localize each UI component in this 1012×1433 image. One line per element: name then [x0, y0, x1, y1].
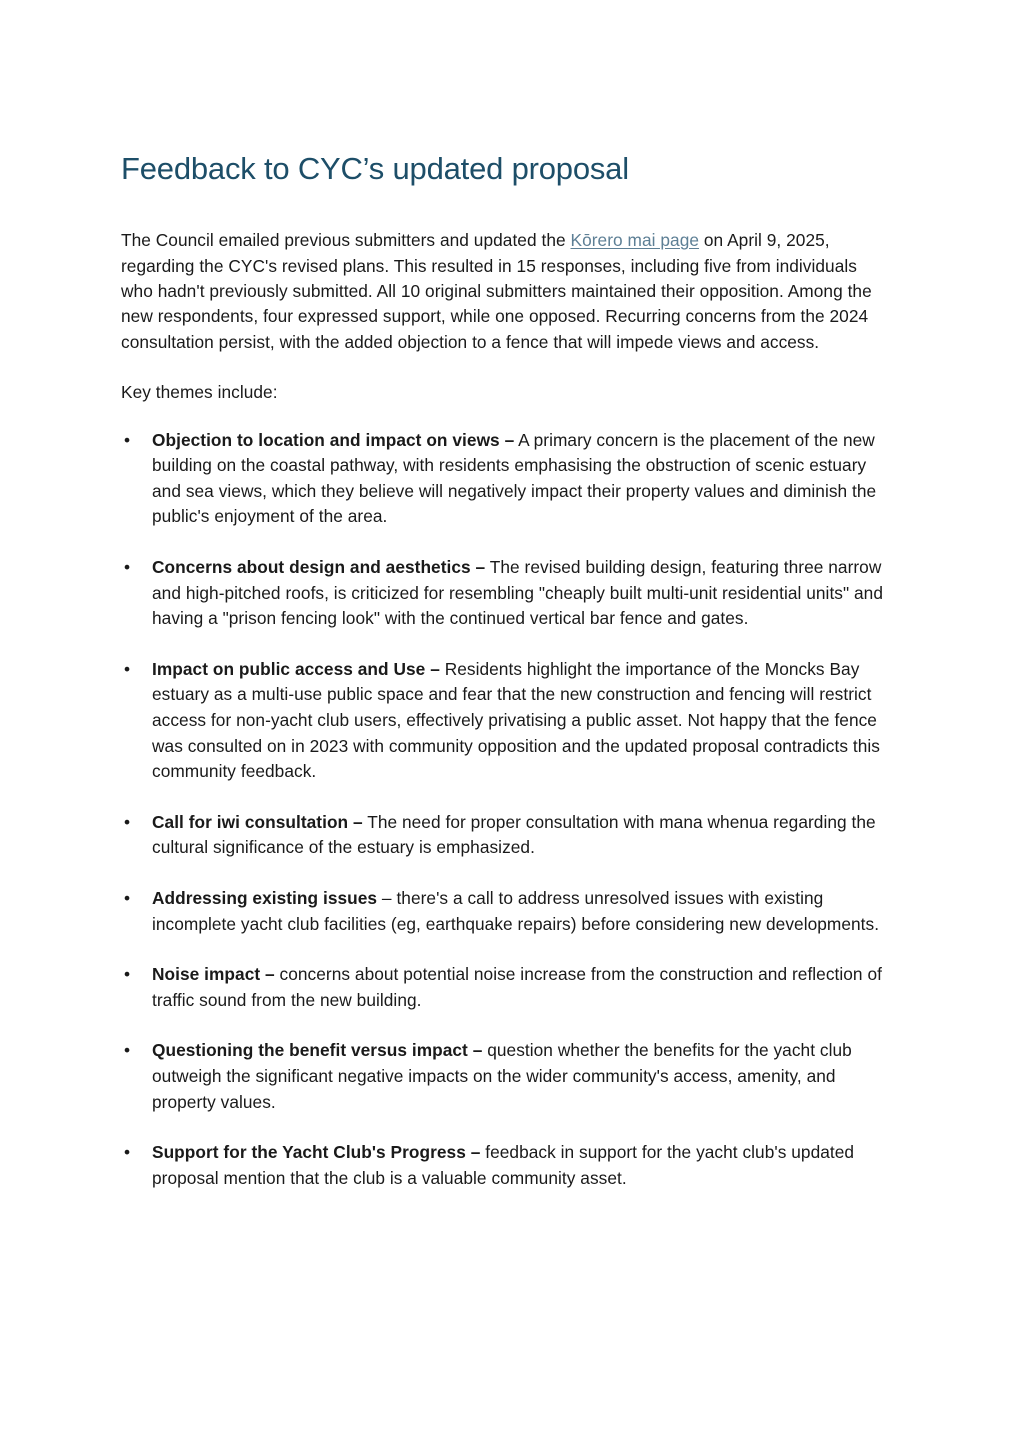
list-item [121, 1140, 893, 1191]
list-item [121, 886, 893, 937]
list-item [121, 428, 893, 530]
bullet-point-icon: • [124, 887, 131, 908]
list-item-body: A primary concern is the placement of the new building on the coastal pathway, with residents emphasising the obstruction of scenic estuary and sea views, which they believe will negatively impact their property values and diminish the public's enjoyment of the area. [152, 429, 877, 527]
list-item-lead: Noise impact – [152, 964, 275, 985]
list-item-body: The revised building design, featuring three narrow and high-pitched roofs, is criticized for resembling "cheaply built multi-unit residential units" and having a "prison fencing look" with the continued vertical bar fence and gates. [152, 557, 884, 629]
list-item-lead: Call for iwi consultation – [152, 811, 363, 832]
list-item-body: The need for proper consultation with mana whenua regarding the cultural significance of the estuary is emphasized. [152, 811, 876, 858]
list-item [121, 962, 893, 1013]
bullet-point-icon: • [124, 557, 131, 577]
korero-mai-page-link[interactable]: Kōrero mai page [570, 230, 700, 251]
list-item-lead: Questioning the benefit versus impact – [152, 1040, 483, 1061]
list-item-lead: Addressing existing issues [152, 887, 378, 908]
list-item-lead: Support for the Yacht Club's Progress – [152, 1142, 481, 1163]
list-item-lead: Concerns about design and aesthetics – [152, 557, 486, 577]
list-item [121, 810, 893, 861]
list-item-body: – there's a call to address unresolved issues with existing incomplete yacht club facilities (eg, earthquake repairs) before considering new developments. [152, 887, 880, 934]
list-item [121, 1038, 893, 1115]
bullet-point-icon: • [124, 429, 131, 450]
bullet-point-icon: • [124, 1142, 131, 1163]
key-themes-list [121, 428, 893, 1192]
bullet-point-icon: • [124, 1040, 131, 1061]
document-content [121, 150, 893, 1191]
list-item [121, 657, 893, 785]
list-item [121, 555, 893, 632]
bullet-point-icon: • [124, 964, 131, 985]
bullet-point-icon: • [124, 658, 131, 679]
intro-paragraph [121, 228, 893, 355]
intro-text-before-link: The Council emailed previous submitters and updated the [121, 230, 571, 251]
list-item-body: Residents highlight the importance of the Moncks Bay estuary as a multi-use public space and fear that the new construction and fencing will restrict access for non-yacht club users, effectively privatising a public asset. Not happy that the fence was consulted on in 2023 with community opposition and the updated proposal contradicts this community feedback. [152, 658, 880, 782]
list-item-lead: Impact on public access and Use – [152, 658, 440, 679]
list-item-body: feedback in support for the yacht club's updated proposal mention that the club is a valuable community asset. [152, 1142, 855, 1188]
list-item-body: concerns about potential noise increase from the construction and reflection of traffic sound from the new building. [152, 964, 882, 1010]
page-title: Feedback to CYC’s updated proposal [121, 151, 629, 186]
list-item-lead: Objection to location and impact on views – [152, 429, 515, 450]
key-themes-intro: Key themes include: [121, 382, 278, 403]
list-item-body: question whether the benefits for the yacht club outweigh the significant negative impacts on the wider community's access, amenity, and property values. [152, 1040, 852, 1112]
intro-text-after-link: on April 9, 2025, regarding the CYC's revised plans. This resulted in 15 responses, including five from individuals who hadn't previously submitted. All 10 original submitters maintained their opposition. Among the new respondents, four expressed support, while one opposed. Recurring concerns from the 2024 consultation persist, with the added objection to a fence that will impede views and access. [121, 230, 872, 352]
bullet-point-icon: • [124, 811, 131, 832]
